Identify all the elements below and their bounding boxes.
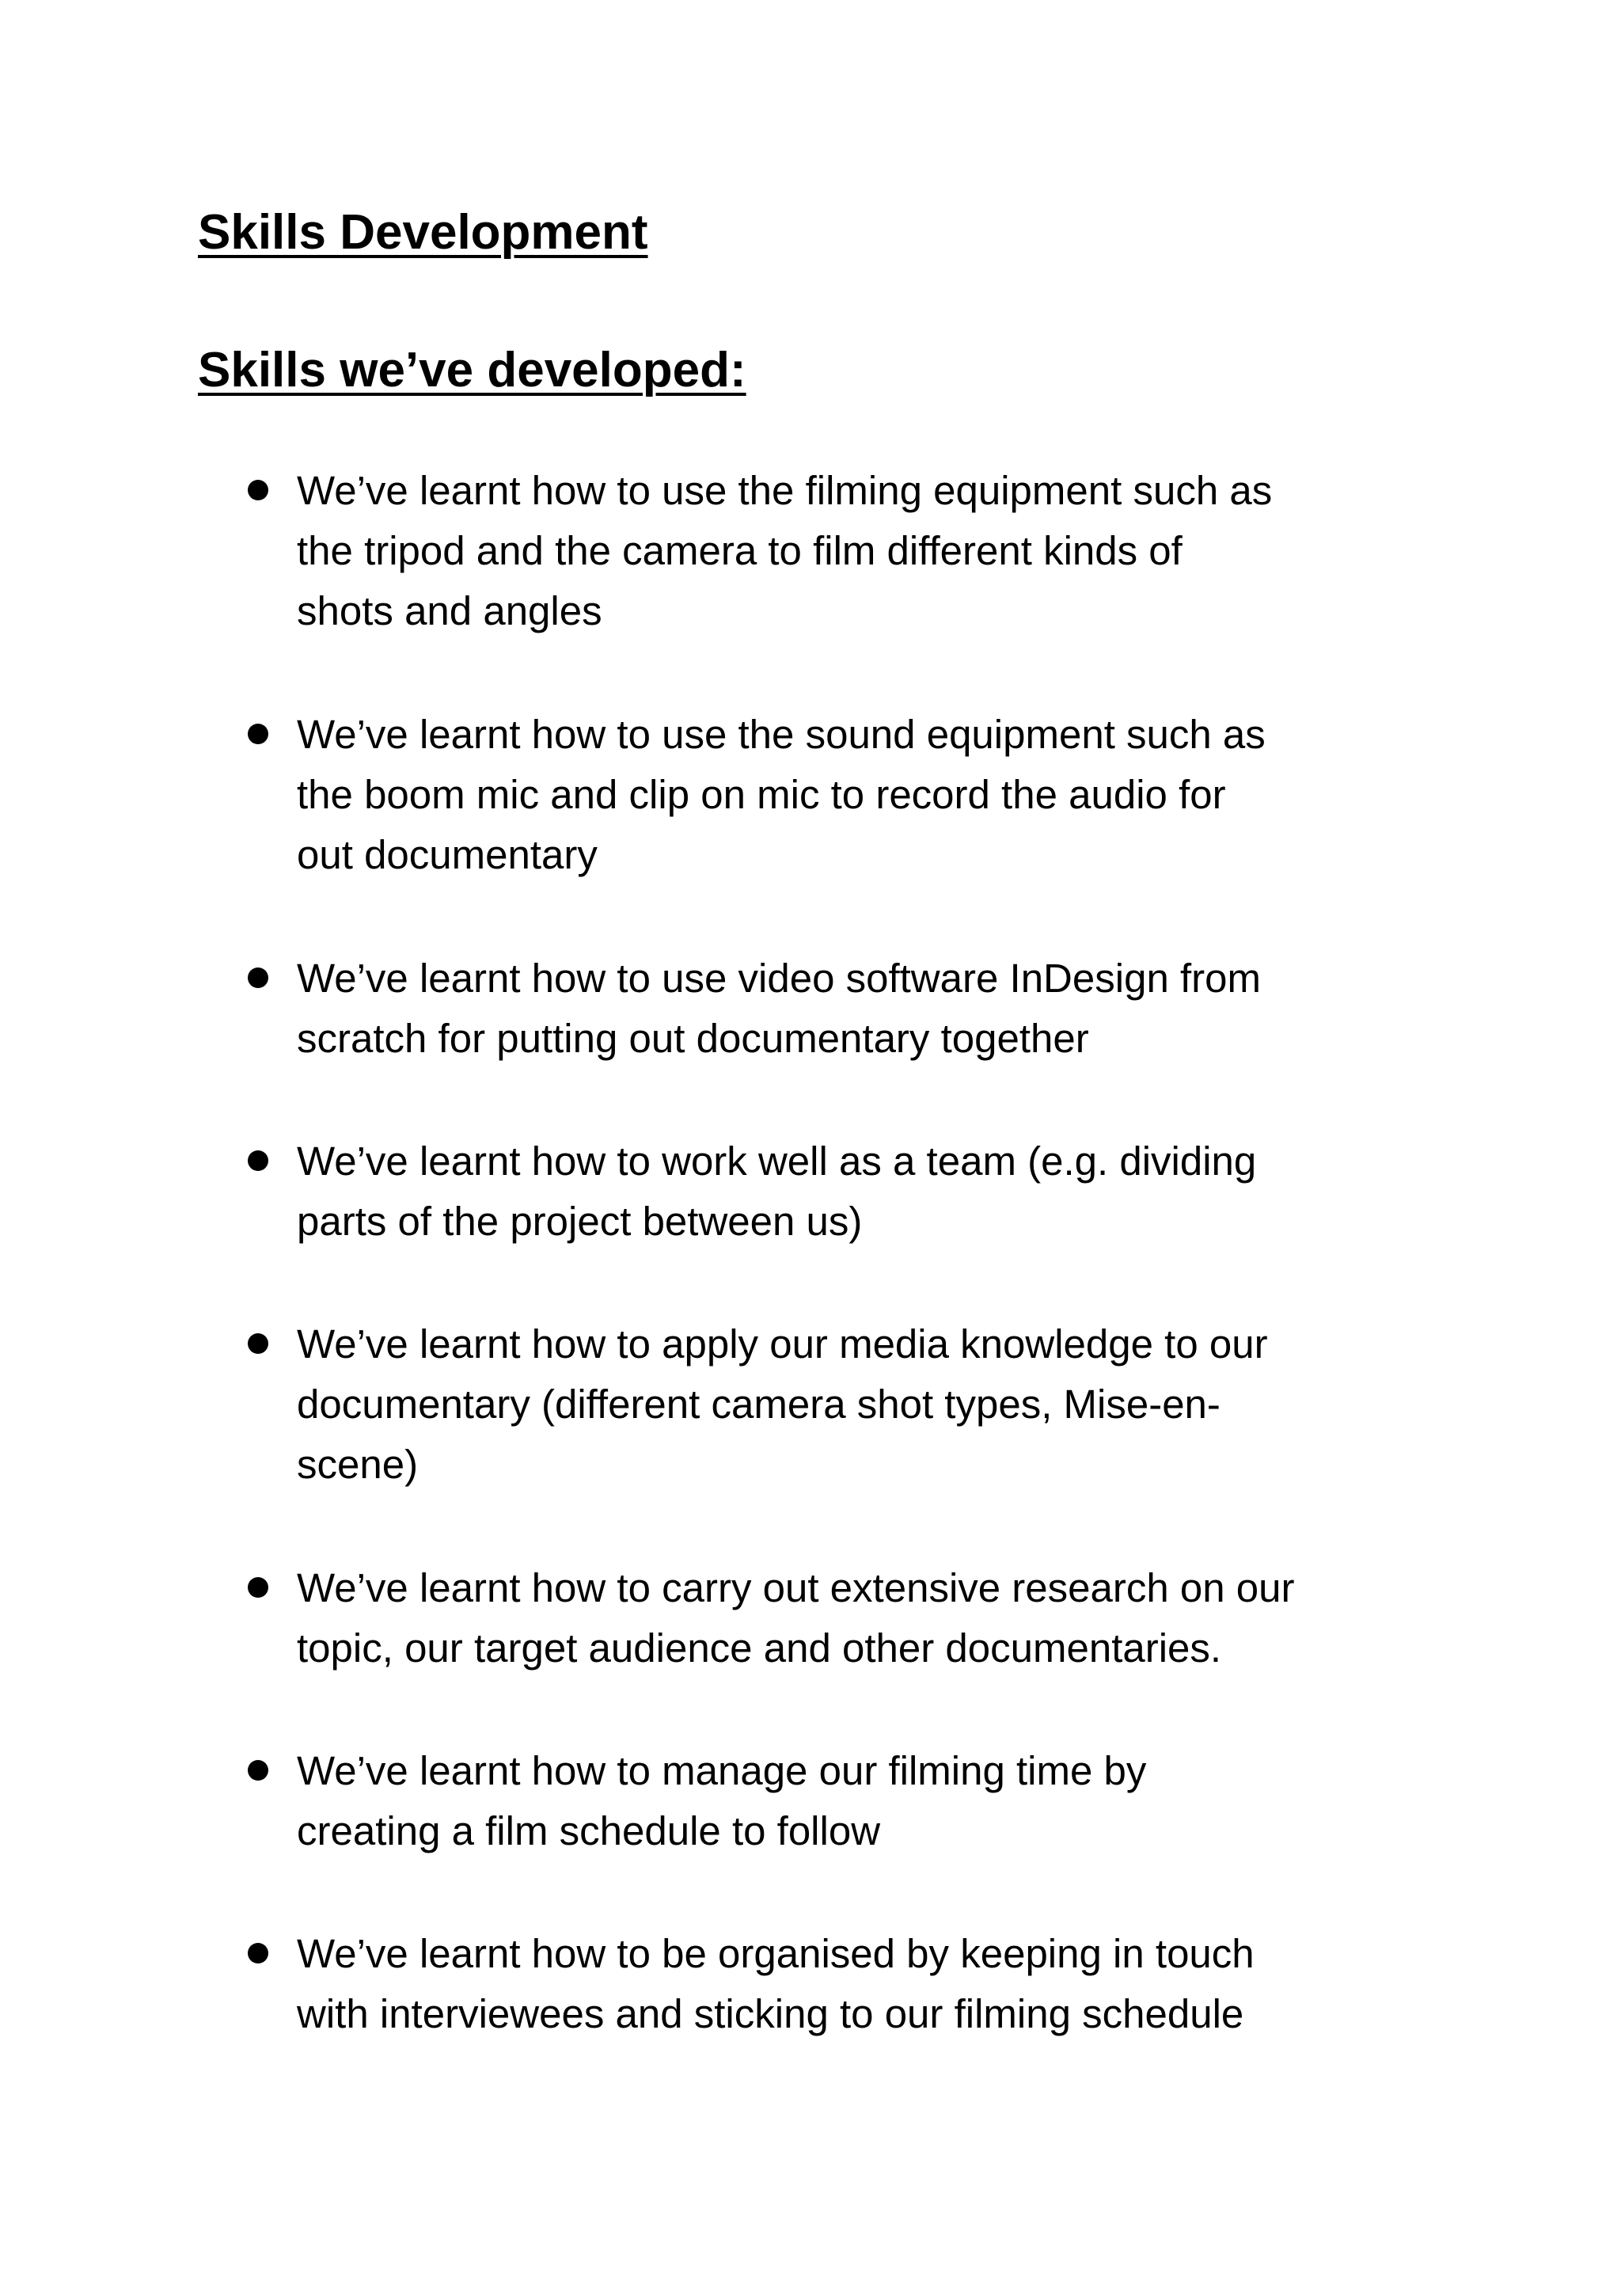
section-heading: Skills we’ve developed: <box>198 343 746 397</box>
list-item-text: We’ve learnt how to use video software InDesign from scratch for putting out documentary together <box>297 956 1261 1061</box>
bullet-icon <box>248 480 268 500</box>
bullet-icon <box>248 967 268 988</box>
bullet-icon <box>248 1150 268 1171</box>
list-item-text: We’ve learnt how to use the sound equipment such as the boom mic and clip on mic to record the audio for out documentary <box>297 712 1266 877</box>
page-title: Skills Development <box>198 205 648 260</box>
bullet-icon <box>248 1943 268 1963</box>
list-item-text: We’ve learnt how to use the filming equipment such as the tripod and the camera to film different kinds of shots and angles <box>297 468 1273 633</box>
bullet-icon <box>248 1333 268 1354</box>
list-item-text: We’ve learnt how to apply our media knowledge to our documentary (different camera shot types, Mise-en- scene) <box>297 1321 1268 1487</box>
list-item-text: We’ve learnt how to carry out extensive research on our topic, our target audience and other documentaries. <box>297 1565 1295 1671</box>
bullet-icon <box>248 1577 268 1598</box>
list-item-text: We’ve learnt how to be organised by keeping in touch with interviewees and sticking to our filming schedule <box>297 1931 1255 2036</box>
bullet-icon <box>248 1760 268 1781</box>
list-item-text: We’ve learnt how to manage our filming time by creating a film schedule to follow <box>297 1748 1147 1853</box>
list-item-text: We’ve learnt how to work well as a team (e.g. dividing parts of the project between us) <box>297 1138 1257 1244</box>
bullet-icon <box>248 724 268 744</box>
